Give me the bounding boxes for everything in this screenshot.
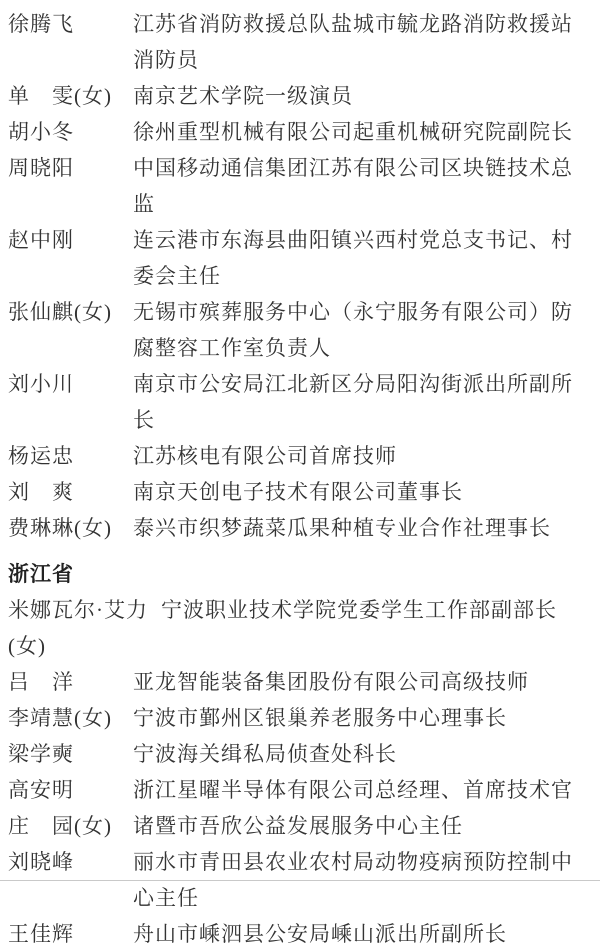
person-name: 刘 爽 — [8, 480, 74, 504]
honoree-entry — [8, 114, 593, 150]
person-title: 无锡市殡葬服务中心（永宁服务有限公司）防腐整容工作室负责人 — [133, 300, 573, 360]
person-title: 宁波职业技术学院党委学生工作部副部长 — [161, 598, 557, 622]
honoree-entry — [8, 366, 593, 438]
entry-line — [8, 592, 593, 628]
honoree-entry — [8, 916, 593, 952]
person-name: 费琳琳(女) — [8, 516, 112, 540]
person-name: 梁学奭 — [8, 742, 74, 766]
person-name: 杨运忠 — [8, 444, 74, 468]
honoree-list — [8, 6, 593, 952]
person-title: 江苏省消防救援总队盐城市毓龙路消防救援站消防员 — [133, 12, 573, 72]
person-title: 诸暨市吾欣公益发展服务中心主任 — [133, 814, 463, 838]
person-name: 刘晓峰 — [8, 850, 74, 874]
honoree-entry — [8, 592, 593, 664]
honoree-entry — [8, 78, 593, 114]
person-title: 宁波海关缉私局侦查处科长 — [133, 742, 397, 766]
person-title: 连云港市东海县曲阳镇兴西村党总支书记、村委会主任 — [133, 228, 573, 288]
person-name: 刘小川 — [8, 372, 74, 396]
person-title: 亚龙智能装备集团股份有限公司高级技师 — [133, 670, 529, 694]
honoree-entry — [8, 510, 593, 546]
person-title: 丽水市青田县农业农村局动物疫病预防控制中心主任 — [133, 850, 573, 910]
honoree-entry — [8, 772, 593, 808]
person-name: 单 雯(女) — [8, 84, 112, 108]
honoree-entry — [8, 736, 593, 772]
person-title: 浙江星曜半导体有限公司总经理、首席技术官 — [133, 778, 573, 802]
person-title: 南京市公安局江北新区分局阳沟街派出所副所长 — [133, 372, 573, 432]
honoree-entry — [8, 474, 593, 510]
person-title: 泰兴市织梦蔬菜瓜果种植专业合作社理事长 — [133, 516, 551, 540]
person-title: 徐州重型机械有限公司起重机械研究院副院长 — [133, 120, 573, 144]
person-name: 王佳辉 — [8, 922, 74, 946]
person-title: 南京天创电子技术有限公司董事长 — [133, 480, 463, 504]
person-name: 吕 洋 — [8, 670, 74, 694]
person-title: 中国移动通信集团江苏有限公司区块链技术总监 — [133, 156, 573, 216]
person-title: 舟山市嵊泗县公安局嵊山派出所副所长 — [133, 922, 507, 946]
person-title: 江苏核电有限公司首席技师 — [133, 444, 397, 468]
person-title: 宁波市鄞州区银巢养老服务中心理事长 — [133, 706, 507, 730]
person-name-suffix: (女) — [8, 634, 46, 658]
honoree-entry — [8, 808, 593, 844]
honoree-entry — [8, 222, 593, 294]
honoree-entry — [8, 150, 593, 222]
person-name: 赵中刚 — [8, 228, 74, 252]
person-name: 米娜瓦尔·艾力 — [8, 598, 148, 622]
person-name: 张仙麒(女) — [8, 300, 112, 324]
person-name: 胡小冬 — [8, 120, 74, 144]
person-name: 徐腾飞 — [8, 12, 74, 36]
person-name: 李靖慧(女) — [8, 706, 112, 730]
person-name: 庄 园(女) — [8, 814, 112, 838]
honoree-entry — [8, 294, 593, 366]
honoree-entry — [8, 6, 593, 78]
section-heading: 浙江省 — [8, 562, 74, 586]
person-name: 高安明 — [8, 778, 74, 802]
honoree-entry — [8, 700, 593, 736]
person-name: 周晓阳 — [8, 156, 74, 180]
honoree-entry — [8, 438, 593, 474]
person-title: 南京艺术学院一级演员 — [133, 84, 353, 108]
honoree-entry — [8, 664, 593, 700]
